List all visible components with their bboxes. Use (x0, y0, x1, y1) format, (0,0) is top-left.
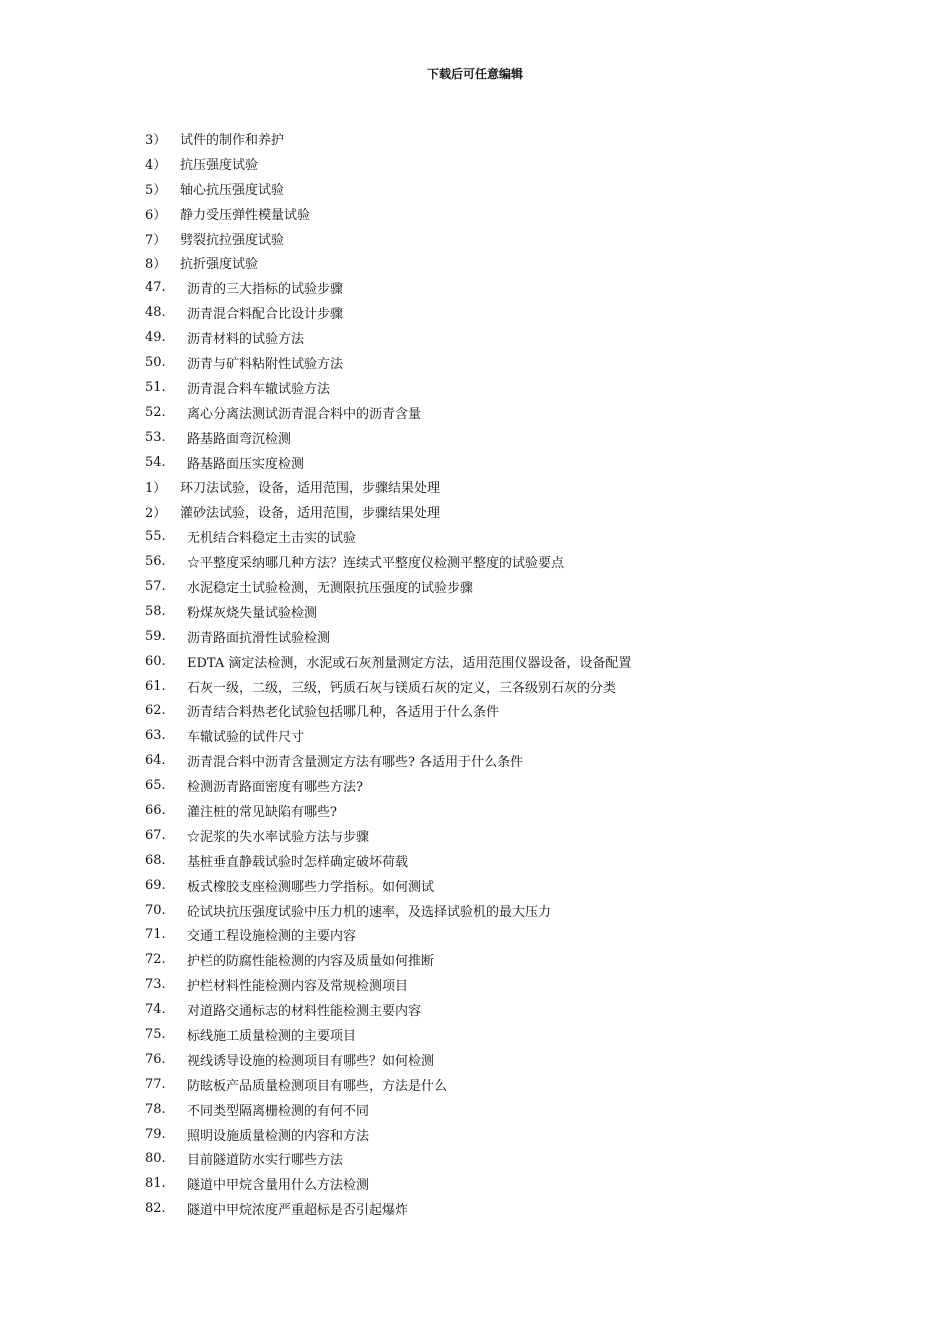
item-text: 静力受压弹性模量试验 (180, 207, 311, 223)
list-item (145, 1171, 845, 1196)
item-text: 轴心抗压强度试验 (180, 182, 285, 198)
list-item (145, 524, 845, 549)
list-item (145, 898, 845, 923)
list-item (145, 1047, 845, 1072)
item-number: 75. (145, 1027, 166, 1042)
item-number: 48. (145, 305, 166, 321)
item-number: 67. (145, 827, 166, 843)
item-number: 66. (145, 802, 166, 818)
list-item (145, 723, 845, 748)
item-text: 护栏材料性能检测内容及常规检测项目 (187, 979, 409, 995)
list-item (145, 848, 845, 873)
item-text: 护栏的防腐性能检测的内容及质量如何推断 (187, 954, 435, 970)
item-text: 试件的制作和养护 (180, 132, 285, 148)
item-number: 53. (145, 429, 166, 445)
list-item (145, 151, 845, 176)
list-item (145, 947, 845, 972)
item-number: 74. (145, 1002, 166, 1018)
list-item (145, 798, 845, 823)
item-text: 沥青的三大指标的试验步骤 (187, 282, 344, 298)
list-item (145, 873, 845, 898)
item-text: 无机结合料稳定土击实的试验 (187, 531, 357, 547)
item-text: 灌注桩的常见缺陷有哪些? (187, 804, 337, 820)
list-item (145, 350, 845, 375)
item-text: 基桩垂直静载试验时怎样确定破坏荷载 (187, 854, 409, 870)
list-item (145, 773, 845, 798)
item-number: 1） (145, 481, 167, 497)
item-number: 70. (145, 902, 166, 918)
item-number: 57. (145, 578, 166, 594)
item-text: 不同类型隔离栅检测的有何不同 (187, 1103, 370, 1119)
item-text: 隧道中甲烷含量用什么方法检测 (187, 1178, 370, 1194)
item-number: 8） (145, 257, 167, 273)
item-text: 沥青混合料配合比设计步骤 (187, 307, 344, 323)
item-text: 环刀法试验，设备，适用范围，步骤结果处理 (180, 481, 441, 497)
item-number: 78. (145, 1101, 166, 1117)
list-item (145, 201, 845, 226)
item-text: ☆泥浆的失水率试验方法与步骤 (187, 829, 370, 845)
list-item (145, 325, 845, 350)
item-number: 50. (145, 354, 166, 370)
item-number: 68. (145, 852, 166, 868)
item-text: 车辙试验的试件尺寸 (187, 730, 305, 746)
item-number: 58. (145, 603, 166, 619)
item-number: 49. (145, 330, 166, 346)
item-number: 80. (145, 1151, 166, 1167)
item-text: EDTA 滴定法检测，水泥或石灰剂量测定方法，适用范围仪器设备，设备配置 (187, 655, 632, 671)
list-item (145, 375, 845, 400)
item-number: 61. (145, 678, 166, 694)
list-item (145, 1147, 845, 1172)
item-text: 水泥稳定土试验检测，无测限抗压强度的试验步骤 (187, 580, 474, 596)
list-item (145, 1022, 845, 1047)
list-item (145, 923, 845, 948)
list-item (145, 1097, 845, 1122)
list-item (145, 176, 845, 201)
item-text: 沥青路面抗滑性试验检测 (187, 630, 331, 646)
item-number: 7） (145, 232, 167, 248)
item-text: 检测沥青路面密度有哪些方法? (187, 780, 363, 796)
question-list (145, 126, 845, 1221)
item-number: 65. (145, 778, 166, 794)
item-text: 劈裂抗拉强度试验 (180, 232, 285, 248)
list-item (145, 574, 845, 599)
item-text: 离心分离法测试沥青混合料中的沥青含量 (187, 406, 422, 422)
list-item (145, 748, 845, 773)
item-number: 63. (145, 728, 166, 744)
item-text: 灌砂法试验，设备，适用范围，步骤结果处理 (180, 506, 441, 522)
item-number: 73. (145, 977, 166, 993)
item-text: 沥青材料的试验方法 (187, 332, 305, 348)
list-item (145, 1196, 845, 1221)
item-number: 79. (145, 1126, 166, 1142)
list-item (145, 226, 845, 251)
item-text: 粉煤灰烧失量试验检测 (187, 605, 318, 621)
list-item (145, 474, 845, 499)
page-header: 下载后可任意编辑 (426, 67, 523, 81)
item-text: 标线施工质量检测的主要项目 (187, 1029, 357, 1044)
item-text: 砼试块抗压强度试验中压力机的速率，及选择试验机的最大压力 (187, 904, 552, 920)
item-number: 81. (145, 1176, 166, 1192)
item-text: 沥青与矿料粘附性试验方法 (187, 356, 344, 372)
item-text: 目前隧道防水实行哪些方法 (187, 1153, 344, 1169)
list-item (145, 624, 845, 649)
item-number: 55. (145, 529, 166, 545)
item-number: 76. (145, 1051, 166, 1067)
item-text: 对道路交通标志的材料性能检测主要内容 (187, 1004, 422, 1020)
item-number: 62. (145, 703, 166, 719)
item-number: 56. (145, 554, 166, 570)
list-item (145, 425, 845, 450)
item-text: 沥青混合料车辙试验方法 (187, 381, 331, 397)
item-text: 石灰一级，二级，三级，钙质石灰与镁质石灰的定义，三各级别石灰的分类 (187, 680, 617, 696)
item-text: 沥青结合料热老化试验包括哪几种，各适用于什么条件 (187, 705, 500, 721)
item-text: 沥青混合料中沥青含量测定方法有哪些? 各适用于什么条件 (187, 755, 524, 771)
item-number: 3） (145, 132, 167, 148)
item-number: 5） (145, 182, 167, 198)
list-item (145, 400, 845, 425)
list-item (145, 599, 845, 624)
item-number: 59. (145, 628, 166, 644)
item-number: 69. (145, 877, 166, 893)
item-number: 51. (145, 379, 166, 395)
item-number: 47. (145, 280, 166, 296)
list-item (145, 126, 845, 151)
item-text: 防眩板产品质量检测项目有哪些，方法是什么 (187, 1078, 448, 1094)
item-number: 77. (145, 1076, 166, 1092)
list-item (145, 275, 845, 300)
item-number: 71. (145, 927, 166, 943)
item-number: 2） (145, 506, 167, 522)
list-item (145, 698, 845, 723)
item-text: 视线诱导设施的检测项目有哪些？如何检测 (187, 1053, 435, 1069)
item-text: 路基路面弯沉检测 (187, 431, 292, 447)
item-text: ☆平整度采纳哪几种方法？连续式平整度仪检测平整度的试验要点 (187, 556, 565, 572)
list-item (145, 499, 845, 524)
item-number: 6） (145, 207, 167, 223)
list-item (145, 1072, 845, 1097)
item-number: 72. (145, 952, 166, 968)
item-number: 82. (145, 1201, 166, 1217)
list-item (145, 823, 845, 848)
item-number: 60. (145, 653, 166, 669)
item-text: 照明设施质量检测的内容和方法 (187, 1128, 370, 1144)
list-item (145, 997, 845, 1022)
list-item (145, 549, 845, 574)
item-number: 54. (145, 454, 166, 470)
item-number: 52. (145, 404, 166, 420)
list-item (145, 300, 845, 325)
item-text: 路基路面压实度检测 (187, 456, 305, 472)
item-text: 交通工程设施检测的主要内容 (187, 929, 357, 945)
item-text: 抗压强度试验 (180, 157, 259, 173)
item-text: 板式橡胶支座检测哪些力学指标。如何测试 (187, 879, 435, 895)
item-text: 抗折强度试验 (180, 257, 259, 273)
list-item (145, 972, 845, 997)
item-number: 4） (145, 157, 167, 173)
list-item (145, 450, 845, 475)
list-item (145, 674, 845, 699)
list-item (145, 250, 845, 275)
item-number: 64. (145, 753, 166, 769)
list-item (145, 649, 845, 674)
list-item (145, 1122, 845, 1147)
item-text: 隧道中甲烷浓度严重超标是否引起爆炸 (187, 1203, 409, 1219)
